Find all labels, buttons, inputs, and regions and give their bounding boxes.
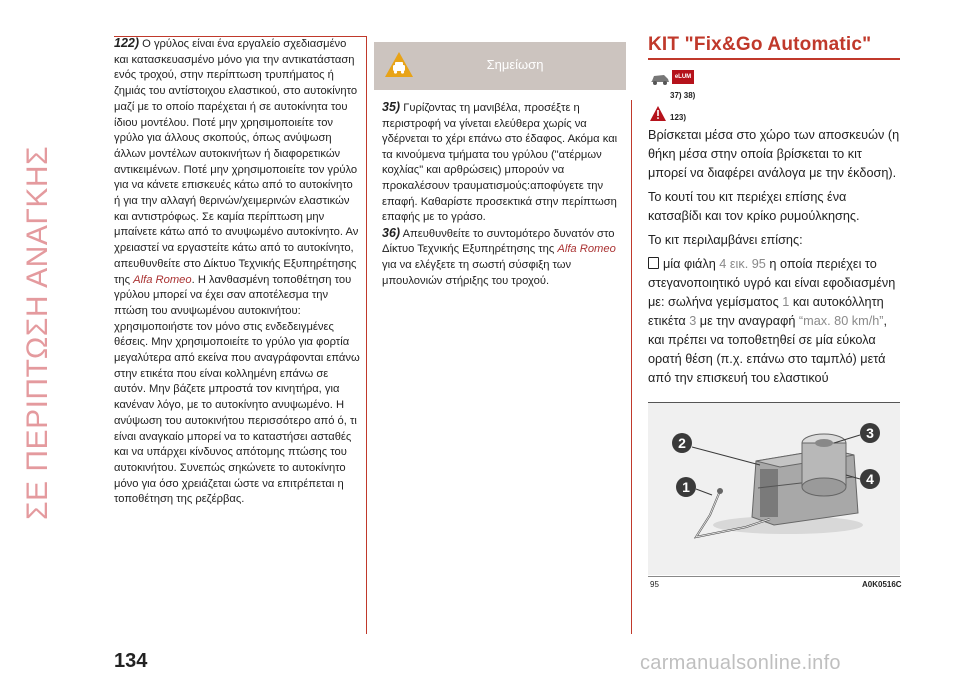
- bottle-text-5: , και πρέπει να τοποθετηθεί σε μία εύκολα ορατή θέση (π.χ. επάνω στο ταμπλό) μετά από την επισκευή του ελαστικού: [648, 314, 888, 385]
- bullet-box-icon: [648, 257, 659, 269]
- brand-name: Alfa Romeo: [133, 273, 192, 286]
- note-35: [382, 100, 625, 226]
- note-36-text-end: για να ελέγξετε τη σωστή σύσφιξη των μπουλονιών στήριξης του τροχού.: [382, 258, 572, 287]
- speed-label: “max. 80 km/h”: [798, 314, 884, 328]
- warning-reference: 123): [670, 113, 687, 122]
- warning-text-continued: . Η λανθασμένη τοποθέτηση του γρύλου μπορεί να έχει σαν αποτέλεσμα την πτώση του ανυψωμένου αυτοκινήτου: χρησιμοποιήστε τον μόνο στις ενδεδειγμένες θέσεις. Μην χρησιμοποιείτε το γρύλο για φορτία μεγαλύτερα από εκείνα που αναγράφονται επάνω στην ετικέτα που είναι κολλημένη επάνω σε αυτόν. Μην βάζετε μπροστά τον κινητήρα, για κανέναν λόγο, με το αυτοκίνητο ανυψωμένο. Η ανύψωση του αυτοκινήτου περισσότερο από ό, τι είναι αναγκαίο μπορεί να το καταστήσει ασταθές και να υπάρχει κίνδυνος απότομης πτώσης του αυτοκινήτου. Συνεπώς σηκώνετε το αυτοκίνητο μόνο για όσο χρειάζεται ώστε να επιτρέπεται η τοποθέτηση της ρεζέρβας.: [114, 273, 360, 506]
- fix-go-kit-illustration: [648, 403, 900, 575]
- bottle-text-3: και αυτοκόλλητη ετικέτα: [648, 295, 884, 328]
- note-35-number: 35): [382, 100, 401, 114]
- brand-name: Alfa Romeo: [557, 243, 616, 256]
- note-title: Σημείωση: [486, 57, 544, 72]
- bottle-text-2: η οποία περιέχει το στεγανοποιητικό υγρό και είναι εφοδιασμένη με: σωλήνα γεμίσματος: [648, 257, 896, 309]
- figure-code: A0K0516C: [862, 580, 902, 589]
- note-text-column: [374, 100, 632, 634]
- kit-section: [648, 34, 900, 393]
- kit-box-contents-text: Το κουτί του κιτ περιέχει επίσης ένα κατσαβίδι και τον κρίκο ρυμούλκησης.: [648, 190, 860, 223]
- bottle-text-4: με την αναγραφή: [696, 314, 799, 328]
- note-36: [382, 226, 625, 289]
- kit-location-text: Βρίσκεται μέσα στο χώρο των αποσκευών (η θήκη μέσα στην οποία βρίσκεται το κιτ μπορεί να διαφέρει ανάλογα με την έκδοση).: [648, 128, 900, 180]
- note-36-text: Απευθυνθείτε το συντομότερο δυνατόν στο Δίκτυο Τεχνικής Εξυπηρέτησης της: [382, 227, 615, 256]
- kit-description: [648, 126, 900, 388]
- car-icon: [650, 72, 670, 86]
- callout-2: 2: [678, 435, 686, 451]
- warning-number: 122): [114, 36, 140, 50]
- warning-reference-row: [648, 106, 900, 124]
- note-references: 37) 38): [670, 91, 696, 100]
- part-ref-1: 1: [782, 295, 790, 309]
- elum-badge: eLUM: [672, 70, 694, 84]
- note-header: [374, 42, 626, 90]
- part-ref-3: 3: [689, 314, 697, 328]
- side-section-title: ΣΕ ΠΕΡΙΠΤΩΣΗ ΑΝΑΓΚΗΣ: [21, 145, 54, 520]
- fix-go-kit-figure: [648, 402, 900, 575]
- callout-1: 1: [682, 479, 690, 495]
- figure-reference: 4 εικ. 95: [719, 257, 766, 271]
- warning-text: Ο γρύλος είναι ένα εργαλείο σχεδιασμένο και κατασκευασμένο μόνο για την αντικατάσταση ενός τροχού, στην περίπτωση τρυπήματος ή ζημιάς του αντίστοιχου ελαστικού, στο αυτοκίνητο μαζί με το οποίο παρέχεται ή σε αυτοκίνητα του ίδιου μοντέλου. Ποτέ μην χρησιμοποιείτε τον γρύλο για άλλους σκοπούς, όπως ανύψωση άλλων μοντέλων αυτοκινήτων ή διαφορετικών αντικειμένων. Ποτέ μην χρησιμοποιείτε τον γρύλο για να κάνετε επισκευές κάτω από το αυτοκίνητο ή για την αλλαγή θερινών/χειμερινών ελαστικών και αντιστρόφως. Σε καμία περίπτωση μην μπαίνετε κάτω από το ανυψωμένο αυτοκίνητο. Αν χρειαστεί να εργαστείτε κάτω από το αυτοκίνητο, απευθυνθείτε στο Δίκτυο Τεχνικής Εξυπηρέτησης της: [114, 38, 359, 286]
- version-icons: [648, 70, 900, 90]
- bottle-item: [648, 255, 900, 388]
- note-36-number: 36): [382, 225, 401, 240]
- figure-number: 95: [650, 580, 659, 589]
- warning-triangle-icon: [650, 106, 666, 121]
- bottle-text: μία φιάλη: [663, 257, 720, 271]
- watermark: carmanualsonline.info: [640, 652, 841, 674]
- warning-text-column: [114, 36, 367, 634]
- reference-row: [648, 90, 900, 104]
- note-35-text: Γυρίζοντας τη μανιβέλα, προσέξτε η περιστροφή να γίνεται ελεύθερα χωρίς να γδέρνεται το χέρι επάνω στο έδαφος. Ακόμα και τα κινούμενα τμήματα του γρύλου ("ατέρμων κοχλίας" και αρθρώσεις) μπορούν να προκαλέσουν τραυματισμούς:αποφύγετε την επαφή. Καθαρίστε προσεκτικά στην περίπτωση επαφής με το γράσο.: [382, 102, 618, 224]
- callout-3: 3: [866, 425, 874, 441]
- section-title: KIT "Fix&Go Automatic": [648, 34, 900, 60]
- figure-rule: [648, 576, 900, 577]
- page-number: 134: [114, 650, 148, 672]
- kit-includes-text: Το κιτ περιλαμβάνει επίσης:: [648, 233, 803, 247]
- callout-4: 4: [866, 471, 874, 487]
